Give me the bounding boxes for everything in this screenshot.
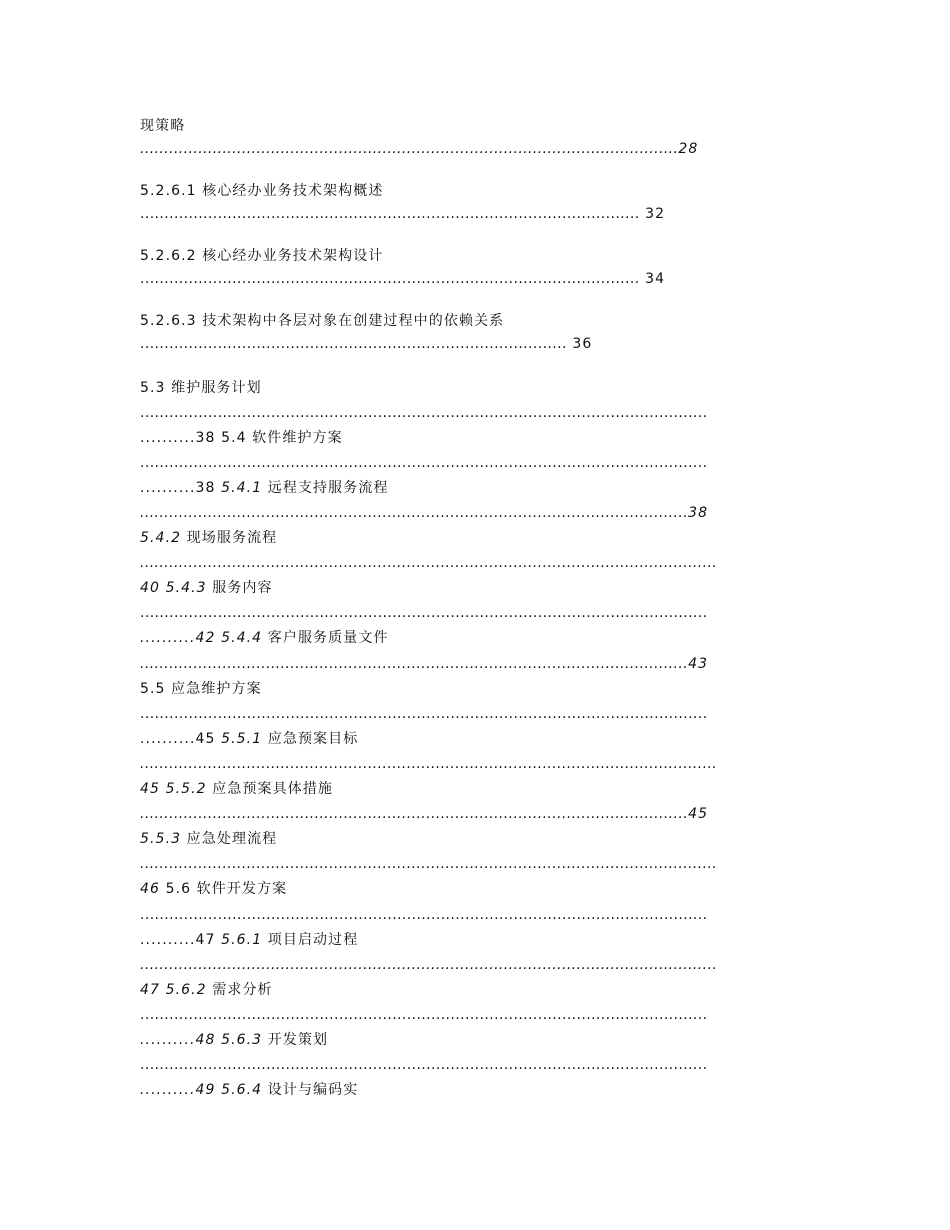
toc-leader-line (140, 270, 665, 288)
toc-page-number: 45 (688, 806, 709, 822)
toc-leader-line (140, 956, 717, 974)
toc-leader-dots: ..................................................................................................................... (140, 907, 708, 923)
toc-leader-line (140, 705, 707, 723)
toc-leader-line (140, 1056, 707, 1074)
toc-text-line (140, 379, 262, 397)
toc-entry-title: 应急预案目标 (262, 731, 359, 747)
toc-leader-line (140, 805, 708, 823)
toc-entry-title: 现场服务流程 (181, 530, 278, 546)
toc-entry-title: 现策略 (140, 118, 186, 134)
toc-entry-title: 客户服务质量文件 (262, 630, 389, 646)
toc-entry-text: ..........47 (140, 932, 222, 948)
toc-entry-number: 46 (140, 881, 161, 897)
toc-leader-dots: ................................................................................................................. (140, 505, 689, 521)
toc-page-number: 38 (688, 505, 709, 521)
toc-entry-number: 5.4.1 (221, 480, 263, 496)
toc-text-line (140, 312, 504, 330)
toc-entry-title: 应急处理流程 (181, 831, 278, 847)
toc-leader-dots: ..................................................................................................................... (140, 605, 708, 621)
toc-leader-dots: ....................................................................................................................... (140, 957, 718, 973)
toc-entry-number: ..........49 5.6.4 (140, 1082, 263, 1098)
toc-text-line (140, 730, 358, 748)
toc-leader-line (140, 504, 708, 522)
toc-leader-line (140, 554, 717, 572)
toc-entry-title: 需求分析 (206, 982, 273, 998)
toc-page-number: 34 (639, 271, 666, 287)
toc-leader-dots: ............................................................................................................... (140, 141, 679, 157)
toc-entry-title: 开发策划 (262, 1032, 329, 1048)
toc-entry-title: 5.3 维护服务计划 (140, 380, 262, 396)
toc-leader-line (140, 1006, 707, 1024)
toc-leader-dots: ................................................................................................................. (140, 806, 689, 822)
toc-leader-dots: ....................................................................................................... (140, 206, 640, 222)
toc-page-number: 28 (678, 141, 699, 157)
toc-entry-text: ..........45 (140, 731, 222, 747)
toc-entry-text: ..........38 5.4 软件维护方案 (140, 430, 343, 446)
toc-entry-number: 5.5.1 (221, 731, 263, 747)
toc-leader-dots: ..................................................................................................................... (140, 1057, 708, 1073)
toc-text-line (140, 680, 262, 698)
toc-text-line (140, 931, 358, 949)
toc-entry-number: 5.5.3 (140, 831, 182, 847)
toc-entry-text: ..........38 (140, 480, 222, 496)
toc-entry-title: 5.2.6.3 技术架构中各层对象在创建过程中的依赖关系 (140, 313, 505, 329)
toc-entry-number: 40 5.4.3 (140, 580, 207, 596)
toc-leader-dots: ....................................................................................................................... (140, 756, 718, 772)
toc-leader-line (140, 205, 665, 223)
toc-leader-dots: ..................................................................................................................... (140, 405, 708, 421)
toc-page-number: 36 (566, 336, 593, 352)
toc-text-line (140, 830, 277, 848)
toc-leader-line (140, 906, 707, 924)
toc-leader-dots: ................................................................................................................. (140, 656, 689, 672)
toc-leader-dots: ....................................................................................................... (140, 271, 640, 287)
toc-text-line (140, 780, 333, 798)
toc-text-line (140, 529, 277, 547)
toc-entry-title: 5.2.6.2 核心经办业务技术架构设计 (140, 248, 384, 264)
toc-leader-dots: ..................................................................................................................... (140, 706, 708, 722)
toc-leader-line (140, 140, 698, 158)
toc-entry-number: 47 5.6.2 (140, 982, 207, 998)
toc-leader-dots: ..................................................................................................................... (140, 1007, 708, 1023)
toc-entry-title: 5.2.6.1 核心经办业务技术架构概述 (140, 183, 384, 199)
toc-text-line (140, 117, 185, 135)
toc-entry-title: 项目启动过程 (262, 932, 359, 948)
toc-leader-dots: ....................................................................................................................... (140, 856, 718, 872)
toc-text-line (140, 629, 389, 647)
toc-leader-line (140, 655, 708, 673)
toc-leader-dots: ........................................................................................ (140, 336, 567, 352)
toc-leader-line (140, 604, 707, 622)
toc-entry-title: 5.6 软件开发方案 (160, 881, 288, 897)
toc-entry-number: ..........42 5.4.4 (140, 630, 263, 646)
toc-text-line (140, 479, 389, 497)
toc-entry-title: 服务内容 (206, 580, 273, 596)
toc-entry-number: 45 5.5.2 (140, 781, 207, 797)
toc-entry-title: 应急预案具体措施 (206, 781, 334, 797)
toc-text-line (140, 579, 273, 597)
toc-entry-title: 远程支持服务流程 (262, 480, 389, 496)
toc-text-line (140, 247, 383, 265)
toc-leader-dots: ....................................................................................................................... (140, 555, 718, 571)
toc-page-number: 32 (639, 206, 666, 222)
toc-entry-number: 5.4.2 (140, 530, 182, 546)
toc-page-number: 43 (688, 656, 709, 672)
toc-leader-line (140, 454, 707, 472)
toc-entry-number: 5.6.1 (221, 932, 263, 948)
toc-text-line (140, 182, 383, 200)
toc-leader-line (140, 755, 717, 773)
toc-entry-title: 设计与编码实 (262, 1082, 359, 1098)
toc-text-line (140, 1031, 328, 1049)
toc-text-line (140, 1081, 358, 1099)
toc-text-line (140, 981, 273, 999)
toc-leader-dots: ..................................................................................................................... (140, 455, 708, 471)
toc-leader-line (140, 335, 592, 353)
toc-entry-title: 5.5 应急维护方案 (140, 681, 262, 697)
toc-entry-number: ..........48 5.6.3 (140, 1032, 263, 1048)
toc-leader-line (140, 404, 707, 422)
toc-leader-line (140, 855, 717, 873)
toc-text-line (140, 429, 343, 447)
toc-text-line (140, 880, 287, 898)
